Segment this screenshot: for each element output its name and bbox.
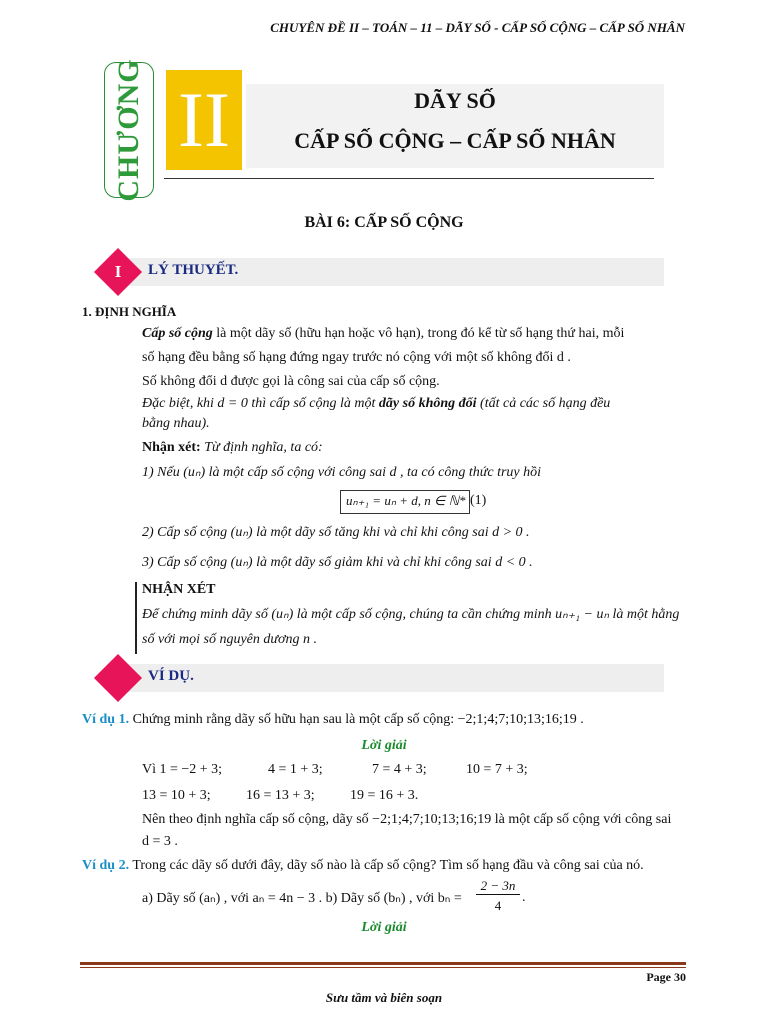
definition-line-2: số hạng đều bằng số hạng đứng ngay trước nó cộng với một số không đổi d . xyxy=(142,350,571,365)
title-underline xyxy=(164,178,654,179)
remark-rest: Từ định nghĩa, ta có: xyxy=(200,440,323,455)
recurrence-formula: uₙ₊₁ = uₙ + d, n ∈ ℕ* xyxy=(346,493,466,508)
example2-question xyxy=(82,858,692,874)
example2-parts xyxy=(142,890,462,907)
fraction-denominator: 4 xyxy=(494,898,502,913)
lesson-title: BÀI 6: CẤP SỐ CỘNG xyxy=(304,214,464,231)
note-line-2: số với mọi số nguyên dương n . xyxy=(142,632,318,647)
definition-line-4a: Đặc biệt, khi d = 0 thì cấp số cộng là một xyxy=(142,396,379,411)
fraction-period: . xyxy=(522,890,526,905)
example1-question xyxy=(82,712,682,728)
page-number: Page 30 xyxy=(646,970,686,984)
example1-text: Chứng minh rằng dãy số hữu hạn sau là một cấp số cộng: −2;1;4;7;10;13;16;19 . xyxy=(129,712,584,727)
note-line-1: Để chứng minh dãy số (uₙ) là một cấp số cộng, chúng ta cần chứng minh uₙ₊₁ − uₙ là một hằng xyxy=(142,607,680,622)
example1-conclusion-1: Nên theo định nghĩa cấp số cộng, dãy số −2;1;4;7;10;13;16;19 là một cấp số cộng với công sai xyxy=(142,812,672,827)
definition-line-1-text: là một dãy số (hữu hạn hoặc vô hạn), trong đó kể từ số hạng thứ hai, mỗi xyxy=(212,326,625,341)
formula-number: (1) xyxy=(470,493,487,508)
eq-row1-1: Vì 1 = −2 + 3; xyxy=(142,762,223,777)
example1-conclusion-2: d = 3 . xyxy=(142,834,178,849)
fraction-numerator: 2 − 3n xyxy=(476,878,520,895)
example1-solution-heading: Lời giải xyxy=(361,738,407,753)
remark-line xyxy=(142,440,323,456)
section1-title: LÝ THUYẾT. xyxy=(148,262,239,278)
footer-rule xyxy=(80,962,686,965)
chapter-label-box xyxy=(104,58,154,202)
section1-badge xyxy=(94,248,142,296)
diamond-icon xyxy=(94,654,142,702)
chapter-number-box xyxy=(166,70,242,170)
definition-line-3: Số không đổi d được gọi là công sai của cấp số cộng. xyxy=(142,374,440,389)
example1-label: Ví dụ 1. xyxy=(82,712,130,727)
remark-3: 3) Cấp số cộng (uₙ) là một dãy số giảm khi và chỉ khi công sai d < 0 . xyxy=(142,555,533,570)
example2-part-a: a) Dãy số (aₙ) , với aₙ = 4n − 3 . xyxy=(142,891,323,906)
definition-line-4 xyxy=(142,396,682,412)
example2-part-b: b) Dãy số (bₙ) , với bₙ = xyxy=(322,891,462,906)
example2-label: Ví dụ 2. xyxy=(82,858,130,873)
eq-row1-2: 4 = 1 + 3; xyxy=(268,762,323,777)
remark-1: 1) Nếu (uₙ) là một cấp số cộng với công sai d , ta có công thức truy hồi xyxy=(142,465,542,480)
chapter-word: CHƯƠNG xyxy=(112,58,145,202)
page-header: CHUYÊN ĐỀ II – TOÁN – 11 – DÃY SỐ - CẤP SỐ CỘNG – CẤP SỐ NHÂN xyxy=(270,20,685,35)
remark-label: Nhận xét: xyxy=(142,440,201,455)
eq-row2-1: 13 = 10 + 3; xyxy=(142,788,211,803)
note-title: NHẬN XÉT xyxy=(142,582,216,597)
section2-title: VÍ DỤ. xyxy=(148,668,194,684)
section1-number: I xyxy=(114,262,122,281)
example2-text: Trong các dãy số dưới đây, dãy số nào là cấp số cộng? Tìm số hạng đầu và công sai của nó. xyxy=(129,858,644,873)
eq-row2-3: 19 = 16 + 3. xyxy=(350,788,419,803)
chapter-title-2: CẤP SỐ CỘNG – CẤP SỐ NHÂN xyxy=(294,128,616,153)
definition-line-4c: (tất cả các số hạng đều xyxy=(476,396,611,411)
section2-band xyxy=(124,664,664,692)
section2-badge xyxy=(94,654,142,702)
footer-rule-thin xyxy=(80,967,686,968)
remark-2: 2) Cấp số cộng (uₙ) là một dãy số tăng khi và chỉ khi công sai d > 0 . xyxy=(142,525,530,540)
definition-line-1 xyxy=(142,326,682,342)
chapter-number: II xyxy=(178,76,230,163)
eq-row1-3: 7 = 4 + 3; xyxy=(372,762,427,777)
eq-row2-2: 16 = 13 + 3; xyxy=(246,788,315,803)
definition-line-4b: dãy số không đổi xyxy=(378,396,477,411)
eq-row1-4: 10 = 7 + 3; xyxy=(466,762,528,777)
definition-line-5: bằng nhau). xyxy=(142,416,210,431)
note-bar xyxy=(135,582,137,654)
footer-credit: Sưu tầm và biên soạn xyxy=(325,990,443,1005)
chapter-title-1: DÃY SỐ xyxy=(414,88,496,113)
example2-solution-heading: Lời giải xyxy=(361,920,407,935)
definition-term: Cấp số cộng xyxy=(142,326,213,341)
definition-heading: 1. ĐỊNH NGHĨA xyxy=(82,304,177,319)
